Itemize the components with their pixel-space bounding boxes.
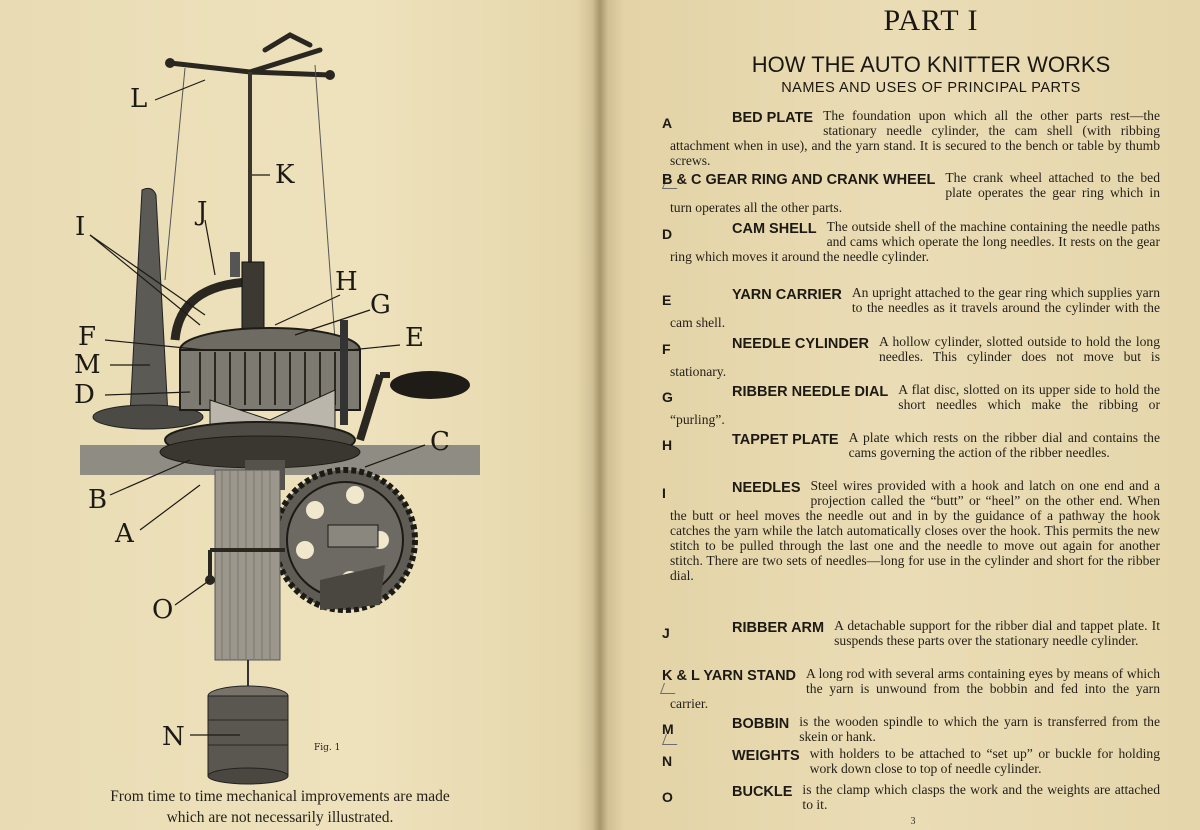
- entry-description: The crank wheel attached to the bed plate operates the gear ring which in turn operates all the other parts.: [670, 170, 1160, 215]
- entry-term: TAPPET PLATE: [732, 432, 839, 448]
- callout-E: E: [405, 323, 424, 353]
- bobbin: [130, 188, 168, 415]
- left-page: [0, 0, 598, 830]
- entry-description: with holders to be attached to “set up” or buckle for holding work down close to top of needle cylinder.: [809, 746, 1160, 776]
- entry-letter: F: [662, 341, 671, 357]
- entry-letter: J: [662, 625, 670, 641]
- entry-term: YARN CARRIER: [732, 287, 842, 303]
- entry-term: BOBBIN: [732, 716, 790, 732]
- part-title: PART I: [883, 4, 979, 37]
- yarn-carrier: [340, 320, 348, 425]
- entry-description: A long rod with several arms containing eyes by means of which the yarn is unwound from the bobbin and fed into the yarn carrier.: [670, 666, 1160, 711]
- page-number: 3: [910, 816, 916, 827]
- callout-D: D: [74, 380, 95, 410]
- entry-weights: [662, 746, 1160, 776]
- entry-description: Steel wires provided with a hook and latch on one end and a projection called the “butt” or “heel” on the other end. When the butt or heel moves the needle out and in by the guidance of a pathway the hook catches the yarn while the latch automatically closes over the hook. This permits the new stitch to be pulled through the last one and the needle to move out again for another stitch. There are two sets of needles—long for use in the cylinder and short for the ribber dial.: [670, 478, 1160, 583]
- auto-knitter-illustration: [60, 20, 540, 785]
- entry-letter: M: [662, 721, 674, 737]
- callout-B: B: [88, 485, 108, 515]
- entry-letter: I: [662, 485, 666, 501]
- entry-bobbin: [662, 714, 1160, 744]
- entry-letter: D: [662, 226, 673, 242]
- entry-term: BUCKLE: [732, 784, 793, 800]
- entry-description: An upright attached to the gear ring which supplies yarn to the needles as it travels around the cylinder with the cam shell.: [670, 285, 1160, 330]
- entry-gear-ring-crank-wheel: [662, 170, 1160, 215]
- yarn-stand-arms: [170, 35, 330, 75]
- entry-term: RIBBER NEEDLE DIAL: [732, 384, 889, 400]
- entry-letter: E: [662, 292, 672, 308]
- entry-yarn-stand: [662, 666, 1160, 711]
- entry-yarn-carrier: [662, 285, 1160, 330]
- entry-term: K & L YARN STAND: [662, 668, 797, 684]
- callout-N: N: [162, 722, 185, 752]
- entry-term: NEEDLE CYLINDER: [732, 336, 869, 352]
- entry-letter: H: [662, 437, 673, 453]
- section-title: HOW THE AUTO KNITTER WORKS: [751, 52, 1111, 77]
- entry-description: A detachable support for the ribber dial and tappet plate. It suspends these parts over the stationary needle cylinder.: [834, 618, 1160, 648]
- entry-description: A hollow cylinder, slotted outside to hold the long needles. This cylinder does not move but is stationary.: [670, 334, 1160, 379]
- callout-H: H: [335, 267, 358, 297]
- entry-description: The foundation upon which all the other parts rest—the stationary needle cylinder, the cam shell (with ribbing attachment when in use), and the yarn stand. It is secured to the bench or table by thumb screws.: [670, 108, 1160, 168]
- entry-letter: O: [662, 789, 673, 805]
- entry-letter: A: [662, 115, 673, 131]
- callout-A: A: [115, 519, 134, 549]
- callout-C: C: [430, 427, 450, 457]
- entry-cam-shell: [662, 219, 1160, 264]
- callout-J: J: [197, 197, 208, 227]
- figure-caption: From time to time mechanical improvements are made which are not necessarily illustrated.: [110, 788, 450, 826]
- entry-ribber-arm: [662, 618, 1160, 648]
- entry-letter: G: [662, 389, 673, 405]
- entry-term: NEEDLES: [732, 480, 801, 496]
- entry-term: CAM SHELL: [732, 221, 817, 237]
- entry-term: WEIGHTS: [732, 748, 800, 764]
- figure-label: Fig. 1: [314, 743, 341, 753]
- entry-ribber-needle-dial: [662, 382, 1160, 427]
- callout-M: M: [74, 350, 101, 380]
- entry-term: RIBBER ARM: [732, 620, 825, 636]
- entry-letter: N: [662, 753, 673, 769]
- entry-needles: [662, 478, 1160, 583]
- entry-term: BED PLATE: [732, 110, 814, 126]
- entry-tappet-plate: [662, 430, 1160, 460]
- callout-F: F: [78, 322, 97, 352]
- callout-O: O: [152, 595, 174, 625]
- entry-term: B & C GEAR RING AND CRANK WHEEL: [662, 172, 936, 188]
- callout-G: G: [370, 290, 391, 320]
- callout-K: K: [275, 160, 295, 190]
- entry-description: is the clamp which clasps the work and the weights are attached to it.: [802, 782, 1160, 812]
- callout-I: I: [75, 212, 86, 242]
- section-subtitle: NAMES AND USES OF PRINCIPAL PARTS: [781, 80, 1081, 96]
- entry-description: is the wooden spindle to which the yarn is transferred from the skein or hank.: [799, 714, 1160, 744]
- entry-bed-plate: [662, 108, 1160, 168]
- entry-description: The outside shell of the machine containing the needle paths and cams which operate the long needles. It rests on the gear ring which moves it around the needle cylinder.: [670, 219, 1160, 264]
- callout-L: L: [130, 84, 148, 114]
- entry-description: A flat disc, slotted on its upper side to hold the short needles which make the ribbing or “purling”.: [670, 382, 1160, 427]
- right-page: [602, 0, 1200, 830]
- entry-needle-cylinder: [662, 334, 1160, 379]
- entry-description: A plate which rests on the ribber dial and contains the cams governing the action of the ribber needles.: [848, 430, 1160, 460]
- crank-wheel: [275, 470, 415, 610]
- entry-buckle: [662, 782, 1160, 812]
- crank-handle: [390, 371, 470, 399]
